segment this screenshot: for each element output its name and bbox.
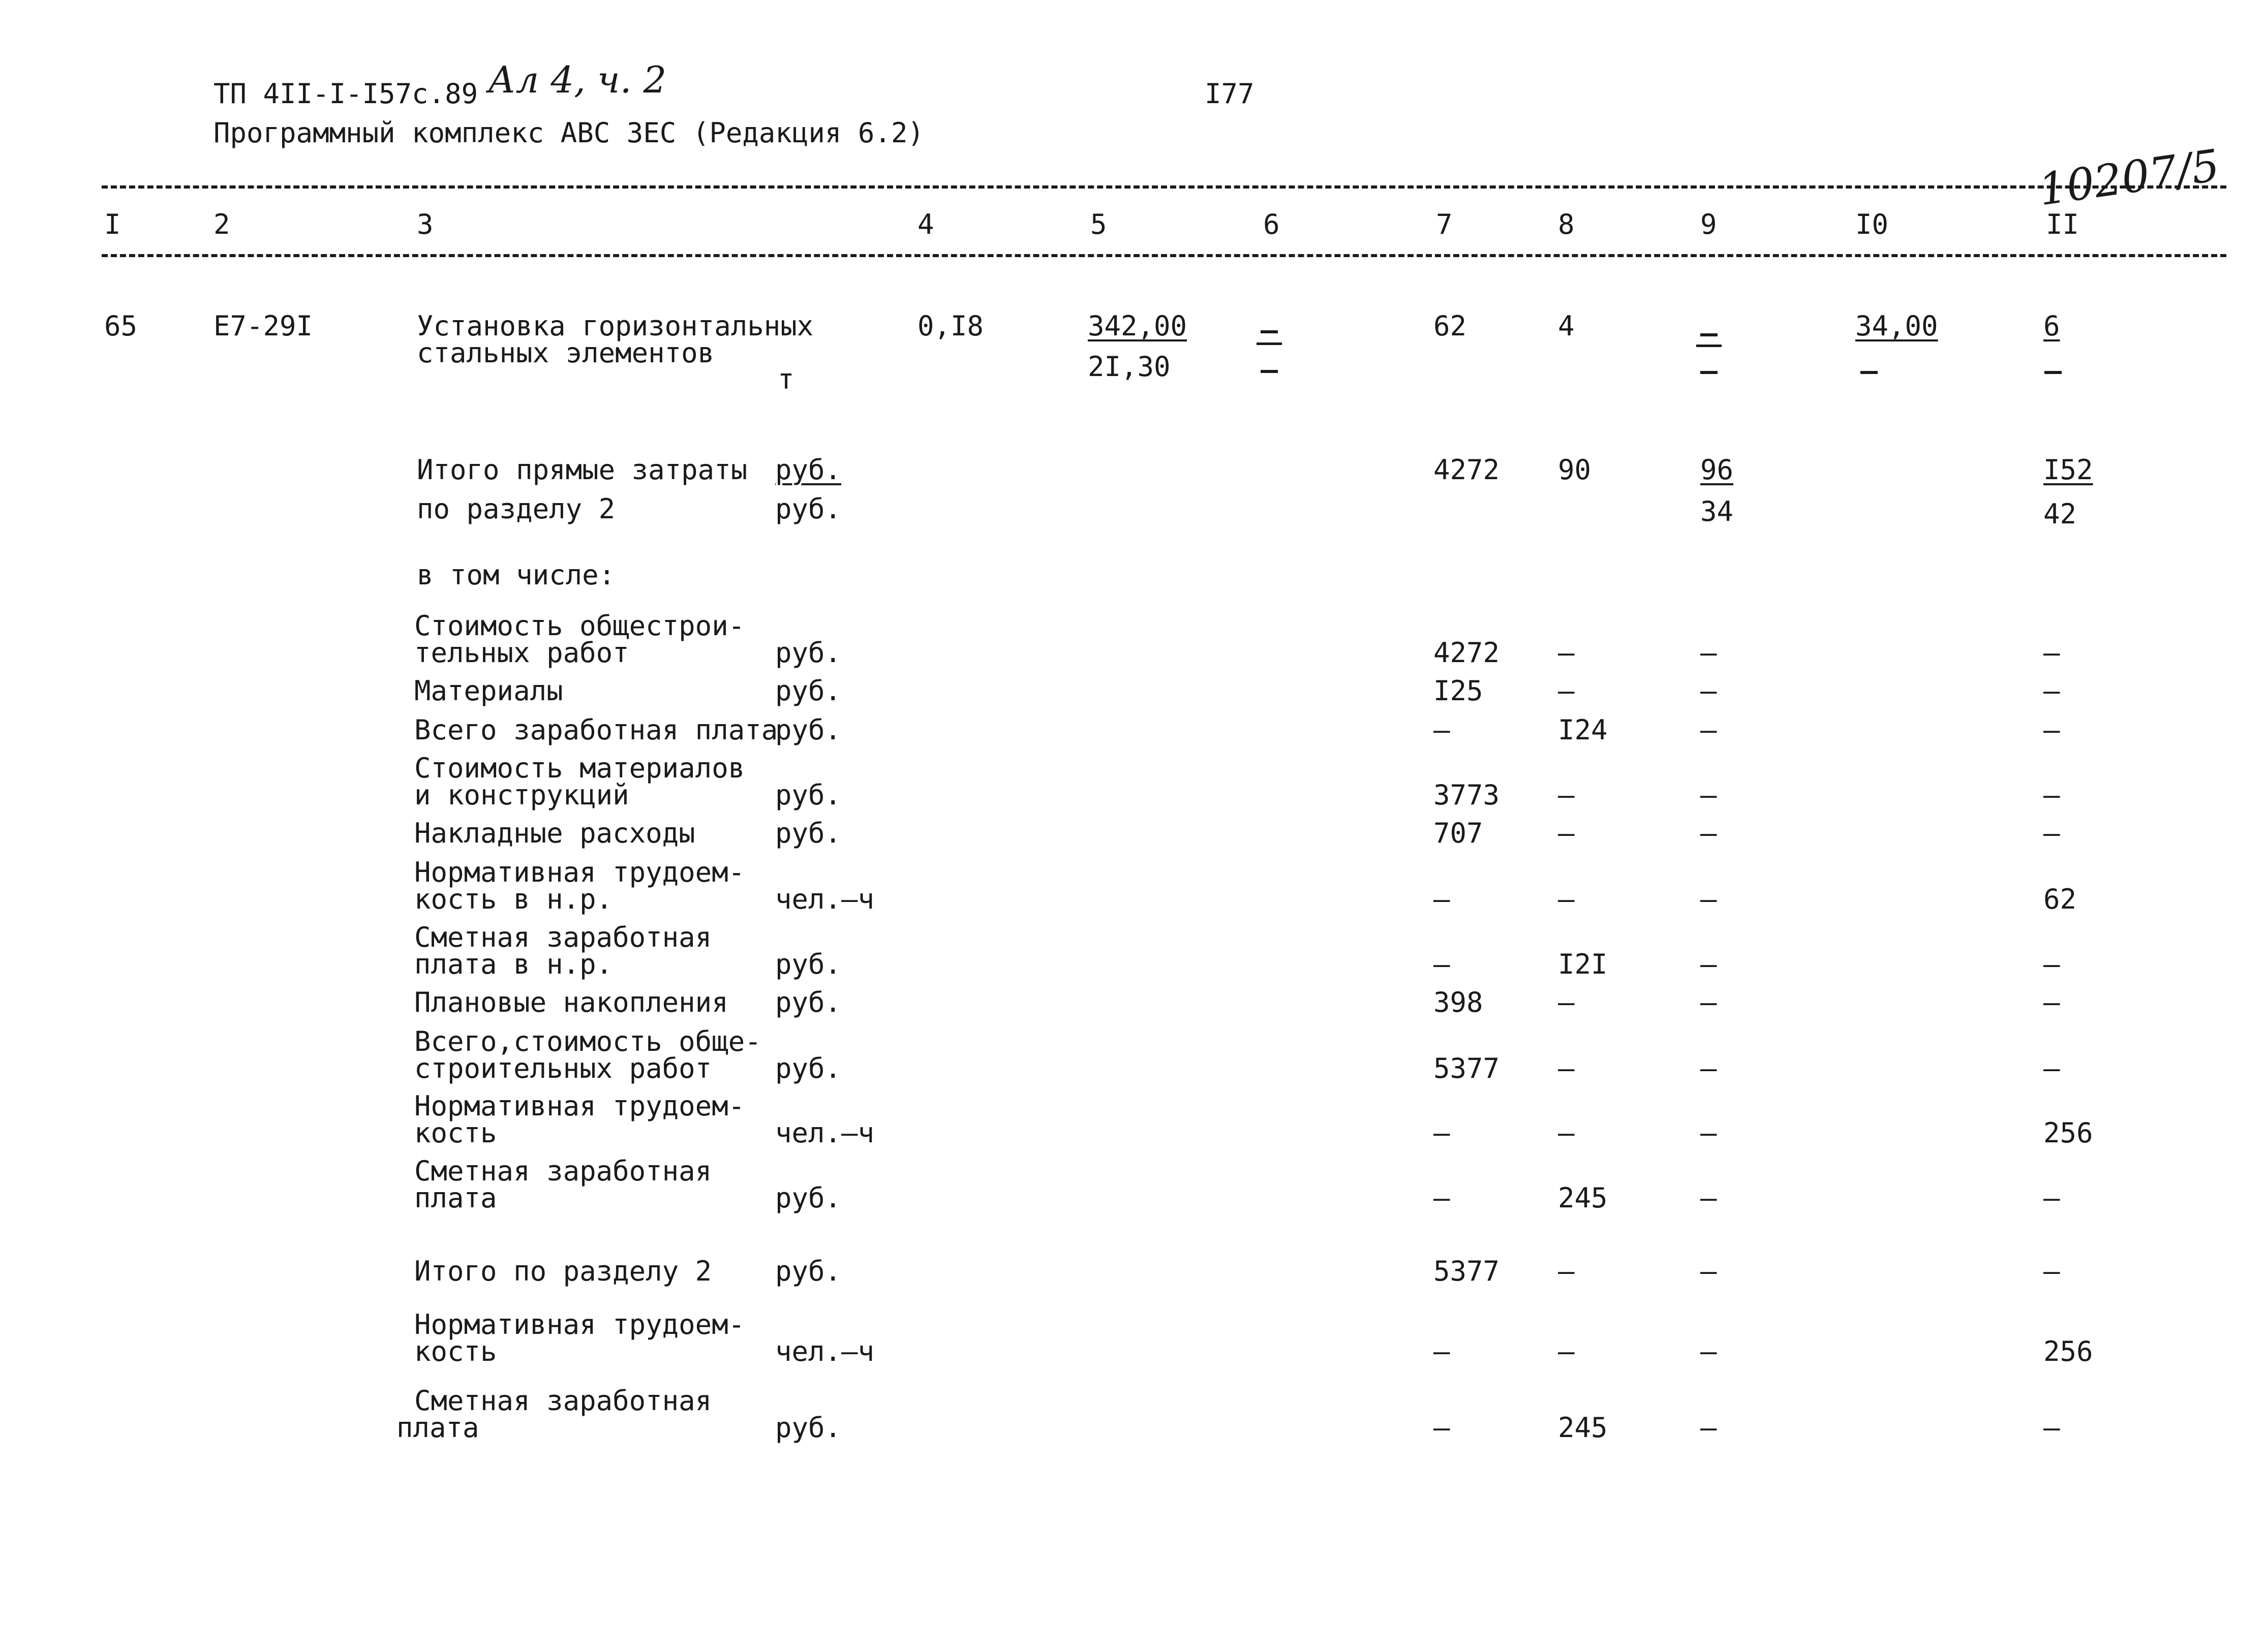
row-col8: – <box>1558 817 1575 849</box>
item-col10-dash-bottom <box>1860 371 1878 374</box>
row-label-line1: Стоимость общестрои- <box>414 610 745 642</box>
row-col11: – <box>2043 986 2060 1018</box>
row-col7: 3773 <box>1433 779 1500 811</box>
row-label-line2: и конструкций <box>414 779 629 811</box>
item-number: 65 <box>104 310 138 342</box>
row-col9: – <box>1700 714 1717 746</box>
row-col7: – <box>1433 1182 1450 1214</box>
row-unit: руб. <box>775 1412 842 1444</box>
row-label-line1: Накладные расходы <box>414 817 695 849</box>
row-col8: I24 <box>1558 714 1608 746</box>
row-col7: – <box>1433 1412 1450 1444</box>
row-col8: 245 <box>1558 1412 1608 1444</box>
col-header-5: 5 <box>1090 208 1107 240</box>
row-col7: 4272 <box>1433 637 1500 669</box>
row-unit: руб. <box>775 637 842 669</box>
item-code: Е7-29I <box>213 310 313 342</box>
row-col7: 5377 <box>1433 1052 1500 1084</box>
row-col11: 256 <box>2043 1335 2093 1367</box>
item-price-bottom: 2I,30 <box>1088 351 1171 383</box>
row-unit: руб. <box>775 714 842 746</box>
row-col11: – <box>2043 817 2060 849</box>
row-col8: 245 <box>1558 1182 1608 1214</box>
row-col9: – <box>1700 948 1717 980</box>
col-header-7: 7 <box>1436 208 1453 240</box>
row-label-line1: Материалы <box>414 675 563 707</box>
row-unit: руб. <box>775 817 842 849</box>
row-label-line1: Всего,стоимость обще- <box>414 1025 761 1057</box>
row-col11: – <box>2043 675 2060 707</box>
row-label-line2: кость в н.р. <box>414 883 613 915</box>
col-header-10: I0 <box>1855 208 1889 240</box>
row-col9: – <box>1700 817 1717 849</box>
item-col9-dash-top <box>1700 333 1718 336</box>
row-label-line2: кость <box>414 1335 497 1367</box>
row-col8: – <box>1558 1335 1575 1367</box>
row-col7: I25 <box>1433 675 1483 707</box>
col-header-1: I <box>104 208 121 240</box>
doc-code: ТП 4II-I-I57с.89 <box>213 78 478 110</box>
row-col7: – <box>1433 1335 1450 1367</box>
row-label-line1: Нормативная трудоем- <box>414 1090 745 1122</box>
row-label-line2: строительных работ <box>414 1052 712 1084</box>
row-col7: – <box>1433 1117 1450 1149</box>
row-unit: руб. <box>775 675 842 707</box>
row-unit: руб. <box>775 779 842 811</box>
item-col11: 6 <box>2043 310 2060 342</box>
row-label-line1: Плановые накопления <box>414 986 728 1018</box>
summary-unit1: руб. <box>775 454 842 486</box>
row-col11: – <box>2043 714 2060 746</box>
row-col11: – <box>2043 637 2060 669</box>
item-price-top: 342,00 <box>1088 310 1187 342</box>
summary-col11-top: I52 <box>2043 454 2093 486</box>
row-col9: – <box>1700 1255 1717 1287</box>
col-header-8: 8 <box>1558 208 1575 240</box>
row-col9: – <box>1700 986 1717 1018</box>
row-col11: – <box>2043 948 2060 980</box>
row-col9: – <box>1700 1412 1717 1444</box>
col-header-9: 9 <box>1700 208 1717 240</box>
row-label-line1: Итого по разделу 2 <box>414 1255 712 1287</box>
row-col8: – <box>1558 1255 1575 1287</box>
row-col11: – <box>2043 779 2060 811</box>
row-col9: – <box>1700 1335 1717 1367</box>
row-col8: – <box>1558 675 1575 707</box>
summary-line2: по разделу 2 <box>417 493 616 525</box>
row-label-line2: тельных работ <box>414 637 629 669</box>
summary-col9-bottom: 34 <box>1700 495 1734 527</box>
row-col7: 707 <box>1433 817 1483 849</box>
row-unit: чел.–ч <box>775 1335 875 1367</box>
row-col11: – <box>2043 1255 2060 1287</box>
item-col7: 62 <box>1433 310 1467 342</box>
col-header-4: 4 <box>917 208 934 240</box>
col-header-3: 3 <box>417 208 434 240</box>
row-col7: – <box>1433 948 1450 980</box>
item-col8: 4 <box>1558 310 1575 342</box>
row-label-line1: Стоимость материалов <box>414 752 745 784</box>
row-unit: руб. <box>775 948 842 980</box>
item-col6-dash-underline <box>1257 342 1282 345</box>
item-unit: т <box>778 363 794 395</box>
program-line: Программный комплекс АВС 3ЕС (Редакция 6.2) <box>213 117 924 149</box>
row-label-line1: Сметная заработная <box>414 1155 712 1187</box>
row-col9: – <box>1700 675 1717 707</box>
col-header-2: 2 <box>213 208 230 240</box>
row-col9: – <box>1700 1117 1717 1149</box>
row-col8: – <box>1558 779 1575 811</box>
summary-col9-top: 96 <box>1700 454 1734 486</box>
header-top-rule <box>102 185 2226 189</box>
row-col8: – <box>1558 1117 1575 1149</box>
row-label-line1: Нормативная трудоем- <box>414 1308 745 1341</box>
item-col6-dash-bottom <box>1261 370 1278 373</box>
page-number: I77 <box>1205 78 1254 110</box>
col-header-6: 6 <box>1263 208 1280 240</box>
row-col8: – <box>1558 883 1575 915</box>
row-label-line2: плата <box>414 1182 497 1214</box>
item-name-line1: Установка горизонтальных <box>417 310 814 342</box>
row-unit: чел.–ч <box>775 1117 875 1149</box>
row-col9: – <box>1700 1052 1717 1084</box>
including-label: в том числе: <box>417 559 616 591</box>
row-col8: – <box>1558 986 1575 1018</box>
row-label-line1: Сметная заработная <box>414 1385 712 1417</box>
handwritten-reference: Ал 4, ч. 2 <box>488 58 667 101</box>
row-col7: – <box>1433 883 1450 915</box>
summary-col8: 90 <box>1558 454 1591 486</box>
row-unit: руб. <box>775 1052 842 1084</box>
row-col9: – <box>1700 883 1717 915</box>
row-label-line1: Нормативная трудоем- <box>414 856 745 888</box>
item-col11-dash-bottom <box>2044 371 2062 374</box>
row-col11: 256 <box>2043 1117 2093 1149</box>
row-unit: руб. <box>775 1182 842 1214</box>
row-col9: – <box>1700 779 1717 811</box>
row-col11: 62 <box>2043 883 2077 915</box>
row-col7: 398 <box>1433 986 1483 1018</box>
row-col9: – <box>1700 1182 1717 1214</box>
stamp-number: 10207/5 <box>2035 140 2223 216</box>
row-col8: – <box>1558 637 1575 669</box>
summary-col11-bottom: 42 <box>2043 498 2077 530</box>
item-quantity: 0,I8 <box>917 310 984 342</box>
row-col7: – <box>1433 714 1450 746</box>
item-col6-dash-top <box>1261 330 1278 333</box>
row-label-line1: Всего заработная плата <box>414 714 778 746</box>
row-col11: – <box>2043 1182 2060 1214</box>
row-label-line2: кость <box>414 1117 497 1149</box>
row-col8: I2I <box>1558 948 1608 980</box>
row-label-line1: Сметная заработная <box>414 921 712 953</box>
row-col9: – <box>1700 637 1717 669</box>
row-label-line2: плата <box>396 1412 479 1444</box>
item-col10: 34,00 <box>1855 310 1938 342</box>
row-col8: – <box>1558 1052 1575 1084</box>
row-label-line2: плата в н.р. <box>414 948 613 980</box>
row-col11: – <box>2043 1052 2060 1084</box>
item-col9-dash-underline <box>1696 345 1722 347</box>
item-name-line2: стальных элементов <box>417 337 715 369</box>
summary-line1: Итого прямые затраты <box>417 454 748 486</box>
row-col11: – <box>2043 1412 2060 1444</box>
row-col7: 5377 <box>1433 1255 1500 1287</box>
row-unit: руб. <box>775 986 842 1018</box>
item-col9-dash-bottom <box>1700 371 1718 374</box>
row-unit: руб. <box>775 1255 842 1287</box>
header-bottom-rule <box>102 254 2226 257</box>
col-header-11: II <box>2046 208 2079 240</box>
summary-col7: 4272 <box>1433 454 1500 486</box>
summary-unit2: руб. <box>775 493 842 525</box>
row-unit: чел.–ч <box>775 883 875 915</box>
